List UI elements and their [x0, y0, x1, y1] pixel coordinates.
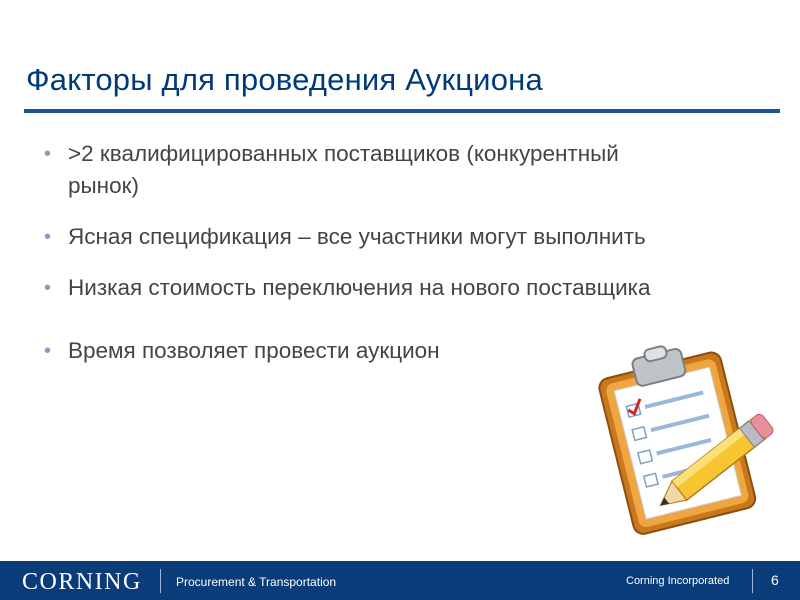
clipboard-pencil-icon	[575, 345, 785, 535]
corning-logo: CORNING	[22, 569, 142, 595]
bullet-dot-icon: •	[44, 226, 52, 248]
bullet-item	[44, 221, 708, 253]
bullet-text: Ясная спецификация – все участники могут выполнить	[68, 224, 646, 249]
bullet-text: Время позволяет провести аукцион	[68, 338, 440, 363]
bullet-dot-icon: •	[44, 143, 52, 165]
footer-company: Corning Incorporated	[626, 575, 730, 587]
bullet-dot-icon: •	[44, 277, 52, 299]
bullet-item	[44, 138, 628, 202]
page-number: 6	[771, 572, 779, 588]
bullet-item	[44, 335, 628, 367]
footer-divider	[752, 569, 753, 593]
footer-divider	[160, 569, 161, 593]
footer-bar	[0, 561, 800, 600]
footer-department: Procurement & Transportation	[176, 575, 337, 589]
bullet-dot-icon: •	[44, 340, 52, 362]
slide-title: Факторы для проведения Аукциона	[26, 62, 543, 97]
bullet-item	[44, 272, 708, 304]
bullet-text: Низкая стоимость переключения на нового поставщика	[68, 275, 651, 300]
title-divider	[24, 109, 780, 113]
bullet-text: >2 квалифицированных поставщиков (конкурентный рынок)	[68, 141, 619, 198]
